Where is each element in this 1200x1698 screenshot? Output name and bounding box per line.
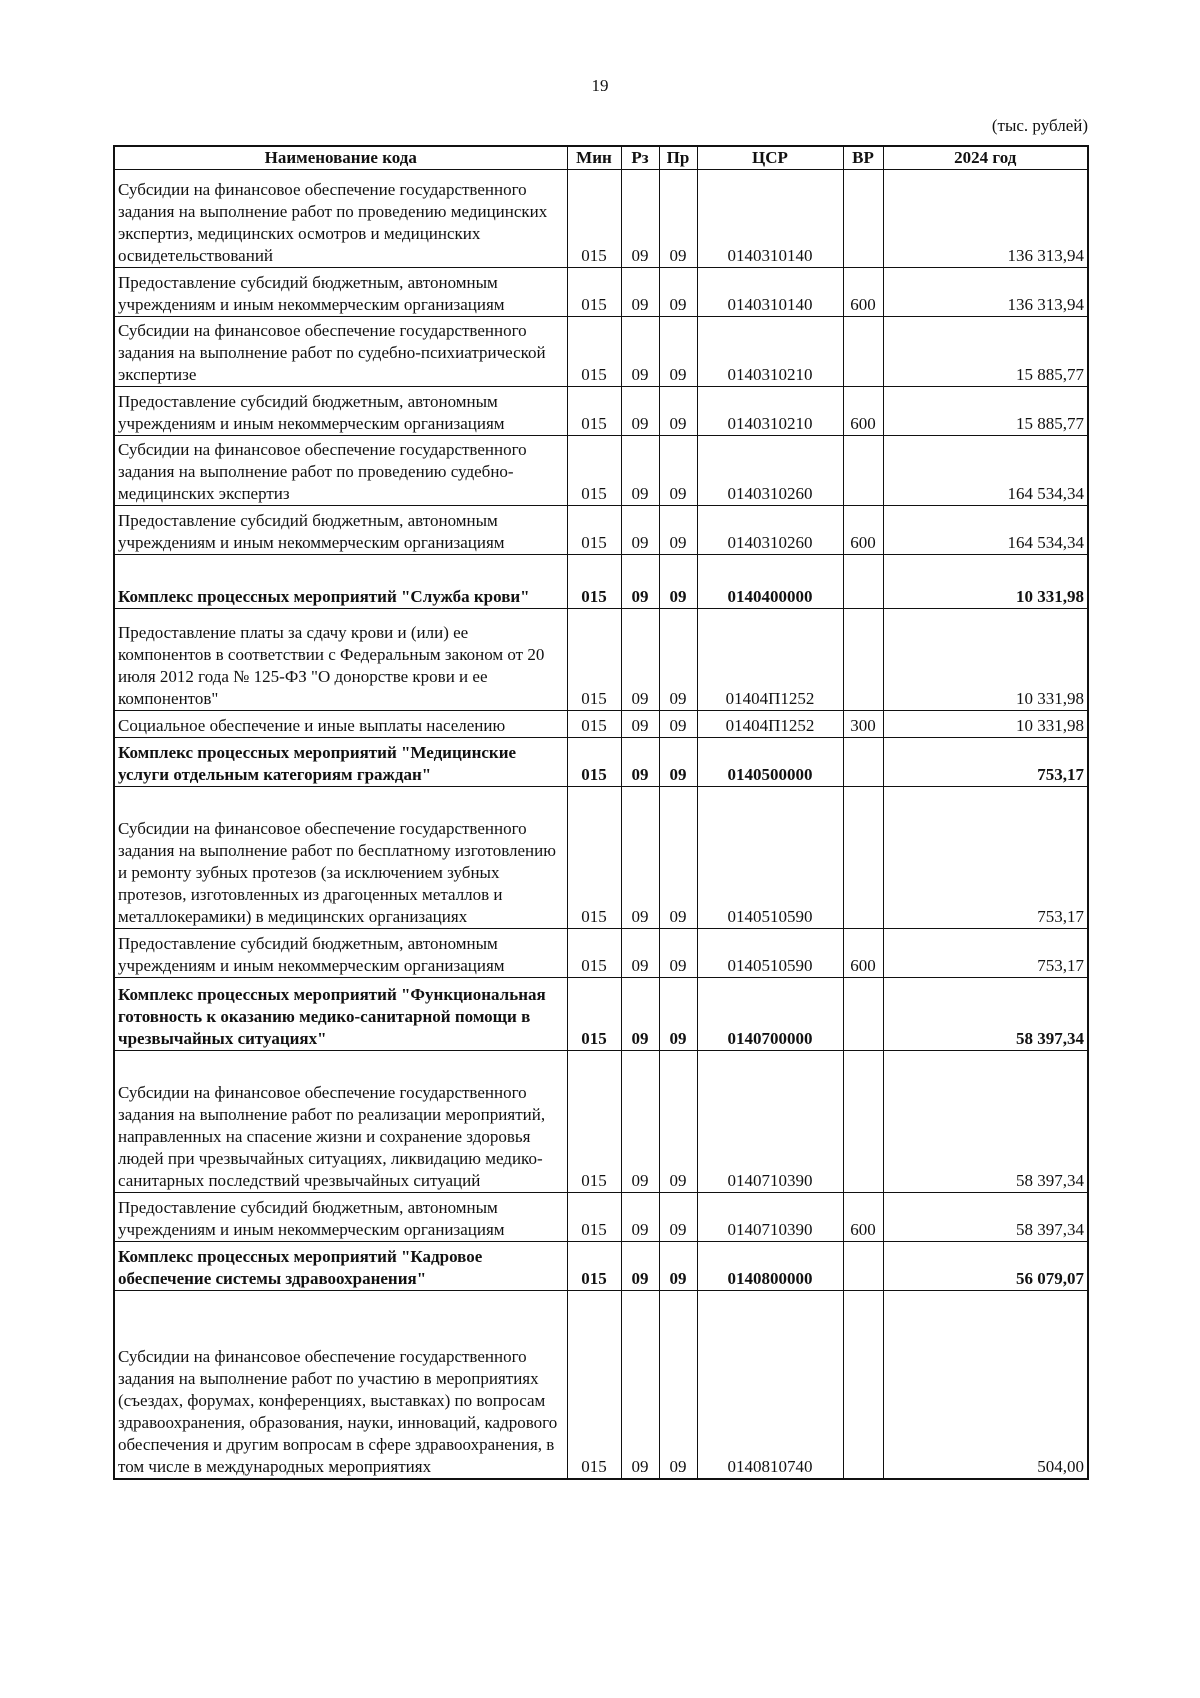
cell-rz: 09: [621, 1193, 659, 1242]
header-vr: ВР: [843, 146, 883, 170]
table-row: [114, 787, 1088, 929]
cell-csr: 0140810740: [697, 1291, 843, 1479]
cell-rz: 09: [621, 506, 659, 555]
cell-pr: 09: [659, 387, 697, 436]
cell-rz: 09: [621, 609, 659, 711]
cell-min: 015: [567, 506, 621, 555]
cell-csr: 01404П1252: [697, 711, 843, 738]
cell-csr: 0140510590: [697, 787, 843, 929]
cell-rz: 09: [621, 170, 659, 268]
cell-name: Предоставление субсидий бюджетным, автономным учреждениям и иным некоммерческим организациям: [114, 268, 567, 317]
cell-amount: 136 313,94: [883, 268, 1088, 317]
cell-vr: [843, 170, 883, 268]
cell-rz: 09: [621, 436, 659, 506]
cell-amount: 164 534,34: [883, 436, 1088, 506]
cell-min: 015: [567, 1242, 621, 1291]
cell-vr: 300: [843, 711, 883, 738]
cell-name: Субсидии на финансовое обеспечение государственного задания на выполнение работ по бесплатному изготовлению и ремонту зубных протезов (за исключением зубных протезов, изготовленных из драгоценных металлов и металлокерамики) в медицинских организациях: [114, 787, 567, 929]
cell-pr: 09: [659, 787, 697, 929]
cell-vr: [843, 978, 883, 1051]
cell-pr: 09: [659, 738, 697, 787]
cell-csr: 0140400000: [697, 555, 843, 609]
cell-min: 015: [567, 738, 621, 787]
cell-amount: 10 331,98: [883, 555, 1088, 609]
cell-rz: 09: [621, 1051, 659, 1193]
cell-pr: 09: [659, 1051, 697, 1193]
header-csr: ЦСР: [697, 146, 843, 170]
cell-csr: 0140510590: [697, 929, 843, 978]
cell-csr: 0140500000: [697, 738, 843, 787]
cell-vr: [843, 1291, 883, 1479]
table-row: [114, 170, 1088, 268]
cell-vr: 600: [843, 929, 883, 978]
cell-pr: 09: [659, 1193, 697, 1242]
cell-vr: [843, 436, 883, 506]
header-min: Мин: [567, 146, 621, 170]
cell-pr: 09: [659, 317, 697, 387]
cell-pr: 09: [659, 609, 697, 711]
cell-pr: 09: [659, 978, 697, 1051]
cell-csr: 0140310260: [697, 436, 843, 506]
cell-min: 015: [567, 1193, 621, 1242]
cell-vr: [843, 555, 883, 609]
cell-vr: [843, 738, 883, 787]
cell-pr: 09: [659, 436, 697, 506]
cell-amount: 10 331,98: [883, 609, 1088, 711]
cell-rz: 09: [621, 1242, 659, 1291]
cell-amount: 58 397,34: [883, 1051, 1088, 1193]
cell-name: Комплекс процессных мероприятий "Служба крови": [114, 555, 567, 609]
cell-pr: 09: [659, 711, 697, 738]
cell-pr: 09: [659, 555, 697, 609]
cell-amount: 164 534,34: [883, 506, 1088, 555]
cell-min: 015: [567, 317, 621, 387]
header-year: 2024 год: [883, 146, 1088, 170]
cell-min: 015: [567, 387, 621, 436]
header-name: Наименование кода: [114, 146, 567, 170]
cell-min: 015: [567, 1291, 621, 1479]
cell-csr: 0140310210: [697, 317, 843, 387]
cell-vr: [843, 1242, 883, 1291]
table-row: [114, 555, 1088, 609]
cell-name: Предоставление субсидий бюджетным, автономным учреждениям и иным некоммерческим организациям: [114, 387, 567, 436]
cell-name: Субсидии на финансовое обеспечение государственного задания на выполнение работ по проведению медицинских экспертиз, медицинских осмотров и медицинских освидетельствований: [114, 170, 567, 268]
cell-amount: 58 397,34: [883, 1193, 1088, 1242]
cell-amount: 753,17: [883, 738, 1088, 787]
table-row: [114, 929, 1088, 978]
cell-min: 015: [567, 929, 621, 978]
header-pr: Пр: [659, 146, 697, 170]
cell-name: Предоставление субсидий бюджетным, автономным учреждениям и иным некоммерческим организациям: [114, 1193, 567, 1242]
cell-rz: 09: [621, 268, 659, 317]
cell-pr: 09: [659, 170, 697, 268]
cell-rz: 09: [621, 317, 659, 387]
cell-min: 015: [567, 787, 621, 929]
cell-amount: 753,17: [883, 787, 1088, 929]
table-row: [114, 387, 1088, 436]
cell-csr: 01404П1252: [697, 609, 843, 711]
cell-name: Предоставление платы за сдачу крови и (или) ее компонентов в соответствии с Федеральным законом от 20 июля 2012 года № 125-ФЗ "О донорстве крови и ее компонентов": [114, 609, 567, 711]
cell-amount: 504,00: [883, 1291, 1088, 1479]
table-body: [114, 170, 1088, 1479]
cell-min: 015: [567, 978, 621, 1051]
cell-csr: 0140710390: [697, 1193, 843, 1242]
cell-name: Предоставление субсидий бюджетным, автономным учреждениям и иным некоммерческим организациям: [114, 929, 567, 978]
cell-min: 015: [567, 711, 621, 738]
table-row: [114, 268, 1088, 317]
cell-pr: 09: [659, 1291, 697, 1479]
cell-rz: 09: [621, 978, 659, 1051]
cell-csr: 0140710390: [697, 1051, 843, 1193]
table-row: [114, 738, 1088, 787]
header-rz: Рз: [621, 146, 659, 170]
cell-pr: 09: [659, 268, 697, 317]
cell-min: 015: [567, 609, 621, 711]
cell-csr: 0140700000: [697, 978, 843, 1051]
cell-name: Комплекс процессных мероприятий "Медицинские услуги отдельным категориям граждан": [114, 738, 567, 787]
cell-vr: 600: [843, 268, 883, 317]
cell-min: 015: [567, 170, 621, 268]
cell-rz: 09: [621, 787, 659, 929]
table-row: [114, 506, 1088, 555]
cell-min: 015: [567, 436, 621, 506]
table-row: [114, 1051, 1088, 1193]
cell-rz: 09: [621, 711, 659, 738]
cell-rz: 09: [621, 387, 659, 436]
table-row: [114, 436, 1088, 506]
cell-vr: 600: [843, 506, 883, 555]
cell-amount: 58 397,34: [883, 978, 1088, 1051]
cell-min: 015: [567, 268, 621, 317]
table-row: [114, 317, 1088, 387]
cell-vr: 600: [843, 387, 883, 436]
cell-vr: [843, 787, 883, 929]
cell-amount: 56 079,07: [883, 1242, 1088, 1291]
cell-name: Социальное обеспечение и иные выплаты населению: [114, 711, 567, 738]
units-label: (тыс. рублей): [991, 116, 1088, 135]
table-header-row: [114, 146, 1088, 170]
cell-name: Предоставление субсидий бюджетным, автономным учреждениям и иным некоммерческим организациям: [114, 506, 567, 555]
cell-name: Субсидии на финансовое обеспечение государственного задания на выполнение работ по реализации мероприятий, направленных на спасение жизни и сохранение здоровья людей при чрезвычайных ситуациях, ликвидацию медико-санитарных последствий чрезвычайных ситуаций: [114, 1051, 567, 1193]
cell-min: 015: [567, 1051, 621, 1193]
cell-vr: [843, 1051, 883, 1193]
cell-vr: [843, 609, 883, 711]
cell-min: 015: [567, 555, 621, 609]
cell-rz: 09: [621, 929, 659, 978]
table-row: [114, 609, 1088, 711]
cell-csr: 0140310140: [697, 268, 843, 317]
cell-csr: 0140310140: [697, 170, 843, 268]
cell-amount: 753,17: [883, 929, 1088, 978]
cell-rz: 09: [621, 1291, 659, 1479]
cell-pr: 09: [659, 1242, 697, 1291]
table-row: [114, 978, 1088, 1051]
cell-pr: 09: [659, 929, 697, 978]
cell-name: Субсидии на финансовое обеспечение государственного задания на выполнение работ по судебно-психиатрической экспертизе: [114, 317, 567, 387]
cell-name: Субсидии на финансовое обеспечение государственного задания на выполнение работ по участию в мероприятиях (съездах, форумах, конференциях, выставках) по вопросам здравоохранения, образования, науки, инноваций, кадрового обеспечения и другим вопросам в сфере здравоохранения, в том числе в международных мероприятиях: [114, 1291, 567, 1479]
page-number: 19: [591, 76, 609, 95]
cell-rz: 09: [621, 738, 659, 787]
cell-amount: 15 885,77: [883, 387, 1088, 436]
cell-name: Субсидии на финансовое обеспечение государственного задания на выполнение работ по проведению судебно-медицинских экспертиз: [114, 436, 567, 506]
cell-amount: 136 313,94: [883, 170, 1088, 268]
cell-amount: 15 885,77: [883, 317, 1088, 387]
cell-rz: 09: [621, 555, 659, 609]
table-row: [114, 1193, 1088, 1242]
cell-amount: 10 331,98: [883, 711, 1088, 738]
cell-name: Комплекс процессных мероприятий "Кадровое обеспечение системы здравоохранения": [114, 1242, 567, 1291]
cell-csr: 0140310260: [697, 506, 843, 555]
table-row: [114, 1291, 1088, 1479]
table-row: [114, 711, 1088, 738]
cell-name: Комплекс процессных мероприятий "Функциональная готовность к оказанию медико-санитарной помощи в чрезвычайных ситуациях": [114, 978, 567, 1051]
cell-csr: 0140800000: [697, 1242, 843, 1291]
table-row: [114, 1242, 1088, 1291]
cell-csr: 0140310210: [697, 387, 843, 436]
budget-table: [113, 145, 1089, 1480]
cell-vr: 600: [843, 1193, 883, 1242]
cell-vr: [843, 317, 883, 387]
cell-pr: 09: [659, 506, 697, 555]
